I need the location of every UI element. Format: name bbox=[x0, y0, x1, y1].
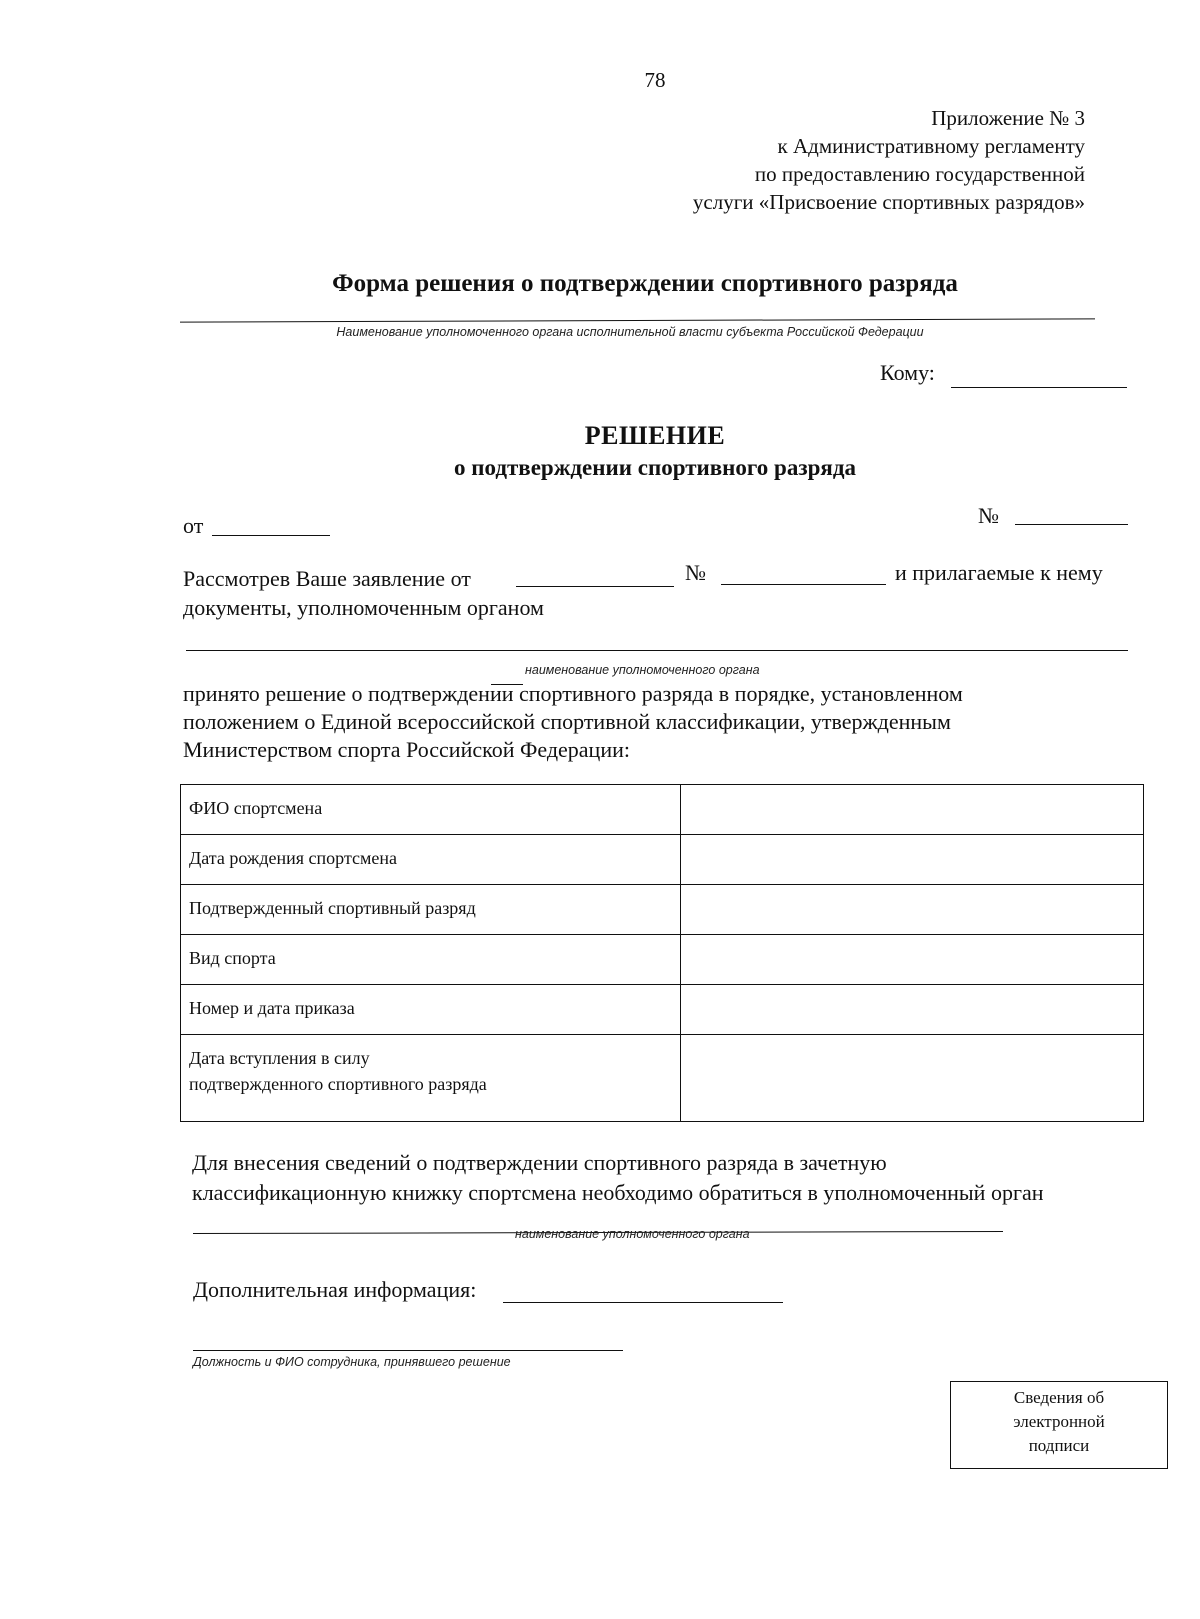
table-label-effective-date bbox=[181, 1035, 681, 1122]
table-label-rank: Подтвержденный спортивный разряд bbox=[181, 885, 681, 935]
table-value-rank[interactable] bbox=[681, 885, 1144, 935]
table-row bbox=[181, 935, 1144, 985]
extra-info-label: Дополнительная информация: bbox=[193, 1277, 477, 1302]
considered-text: Рассмотрев Ваше заявление от bbox=[183, 566, 471, 591]
decision-number-line[interactable] bbox=[1015, 524, 1128, 525]
note-paragraph bbox=[192, 1148, 1044, 1208]
recipient-field-line[interactable] bbox=[951, 387, 1127, 388]
application-date-line[interactable] bbox=[516, 586, 674, 587]
table-label-birthdate: Дата рождения спортсмена bbox=[181, 835, 681, 885]
table-row bbox=[181, 885, 1144, 935]
application-number-label: № bbox=[685, 560, 706, 585]
electronic-signature-box bbox=[950, 1381, 1168, 1469]
table-value-effective-date[interactable] bbox=[681, 1035, 1144, 1122]
authority-name-line[interactable] bbox=[180, 318, 1095, 322]
decision-paragraph bbox=[183, 680, 1133, 764]
authority-caption: Наименование уполномоченного органа исполнительной власти субъекта Российской Федерации bbox=[336, 325, 924, 339]
table-row bbox=[181, 985, 1144, 1035]
considered-line-2: документы, уполномоченным органом bbox=[183, 595, 544, 620]
table-label-fio: ФИО спортсмена bbox=[181, 785, 681, 835]
extra-info-field-line[interactable] bbox=[503, 1302, 783, 1303]
officer-caption: Должность и ФИО сотрудника, принявшего решение bbox=[193, 1355, 511, 1369]
table-label-effective-date-line-1: Дата вступления в силу bbox=[189, 1048, 370, 1068]
signature-box-line-2: электронной bbox=[1013, 1412, 1105, 1431]
table-row bbox=[181, 785, 1144, 835]
authority-name-caption: наименование уполномоченного органа bbox=[525, 663, 760, 677]
considered-tail: и прилагаемые к нему bbox=[895, 560, 1103, 585]
decision-paragraph-line-1: принято решение о подтверждении спортивного разряда в порядке, установленном bbox=[183, 681, 963, 706]
athlete-info-table bbox=[180, 784, 1144, 1122]
page-number: 78 bbox=[644, 68, 666, 92]
table-label-effective-date-line-2: подтвержденного спортивного разряда bbox=[189, 1074, 487, 1094]
table-label-sport: Вид спорта bbox=[181, 935, 681, 985]
annex-line-1: Приложение № 3 bbox=[931, 106, 1085, 130]
officer-signature-line[interactable] bbox=[193, 1350, 623, 1351]
recipient-label: Кому: bbox=[880, 360, 935, 385]
form-title: Форма решения о подтверждении спортивного разряда bbox=[332, 270, 958, 297]
table-value-sport[interactable] bbox=[681, 935, 1144, 985]
authority-name-caption-2: наименование уполномоченного органа bbox=[515, 1227, 750, 1241]
decision-number-label: № bbox=[978, 503, 999, 528]
annex-header bbox=[693, 104, 1085, 216]
table-row bbox=[181, 835, 1144, 885]
decision-paragraph-line-2: положением о Единой всероссийской спортивной классификации, утвержденным bbox=[183, 709, 951, 734]
table-value-fio[interactable] bbox=[681, 785, 1144, 835]
annex-line-3: по предоставлению государственной bbox=[754, 162, 1085, 186]
decision-date-line[interactable] bbox=[212, 535, 330, 536]
table-row bbox=[181, 1035, 1144, 1122]
annex-line-4: услуги «Присвоение спортивных разрядов» bbox=[692, 190, 1085, 214]
decision-subtitle: о подтверждении спортивного разряда bbox=[454, 455, 856, 480]
table-value-birthdate[interactable] bbox=[681, 835, 1144, 885]
signature-box-line-3: подписи bbox=[1028, 1436, 1090, 1455]
note-line-1: Для внесения сведений о подтверждении спортивного разряда в зачетную bbox=[192, 1150, 887, 1175]
decision-paragraph-line-3: Министерством спорта Российской Федерации: bbox=[183, 737, 630, 762]
decision-title: РЕШЕНИЕ bbox=[584, 421, 726, 450]
note-line-2: классификационную книжку спортсмена необходимо обратиться в уполномоченный орган bbox=[192, 1180, 1044, 1205]
application-number-line[interactable] bbox=[721, 584, 886, 585]
signature-box-line-1: Сведения об bbox=[1013, 1388, 1105, 1407]
table-value-order[interactable] bbox=[681, 985, 1144, 1035]
authority-name-field-line[interactable] bbox=[186, 650, 1128, 651]
decision-date-label: от bbox=[183, 513, 204, 538]
table-label-order: Номер и дата приказа bbox=[181, 985, 681, 1035]
annex-line-2: к Административному регламенту bbox=[777, 134, 1085, 158]
